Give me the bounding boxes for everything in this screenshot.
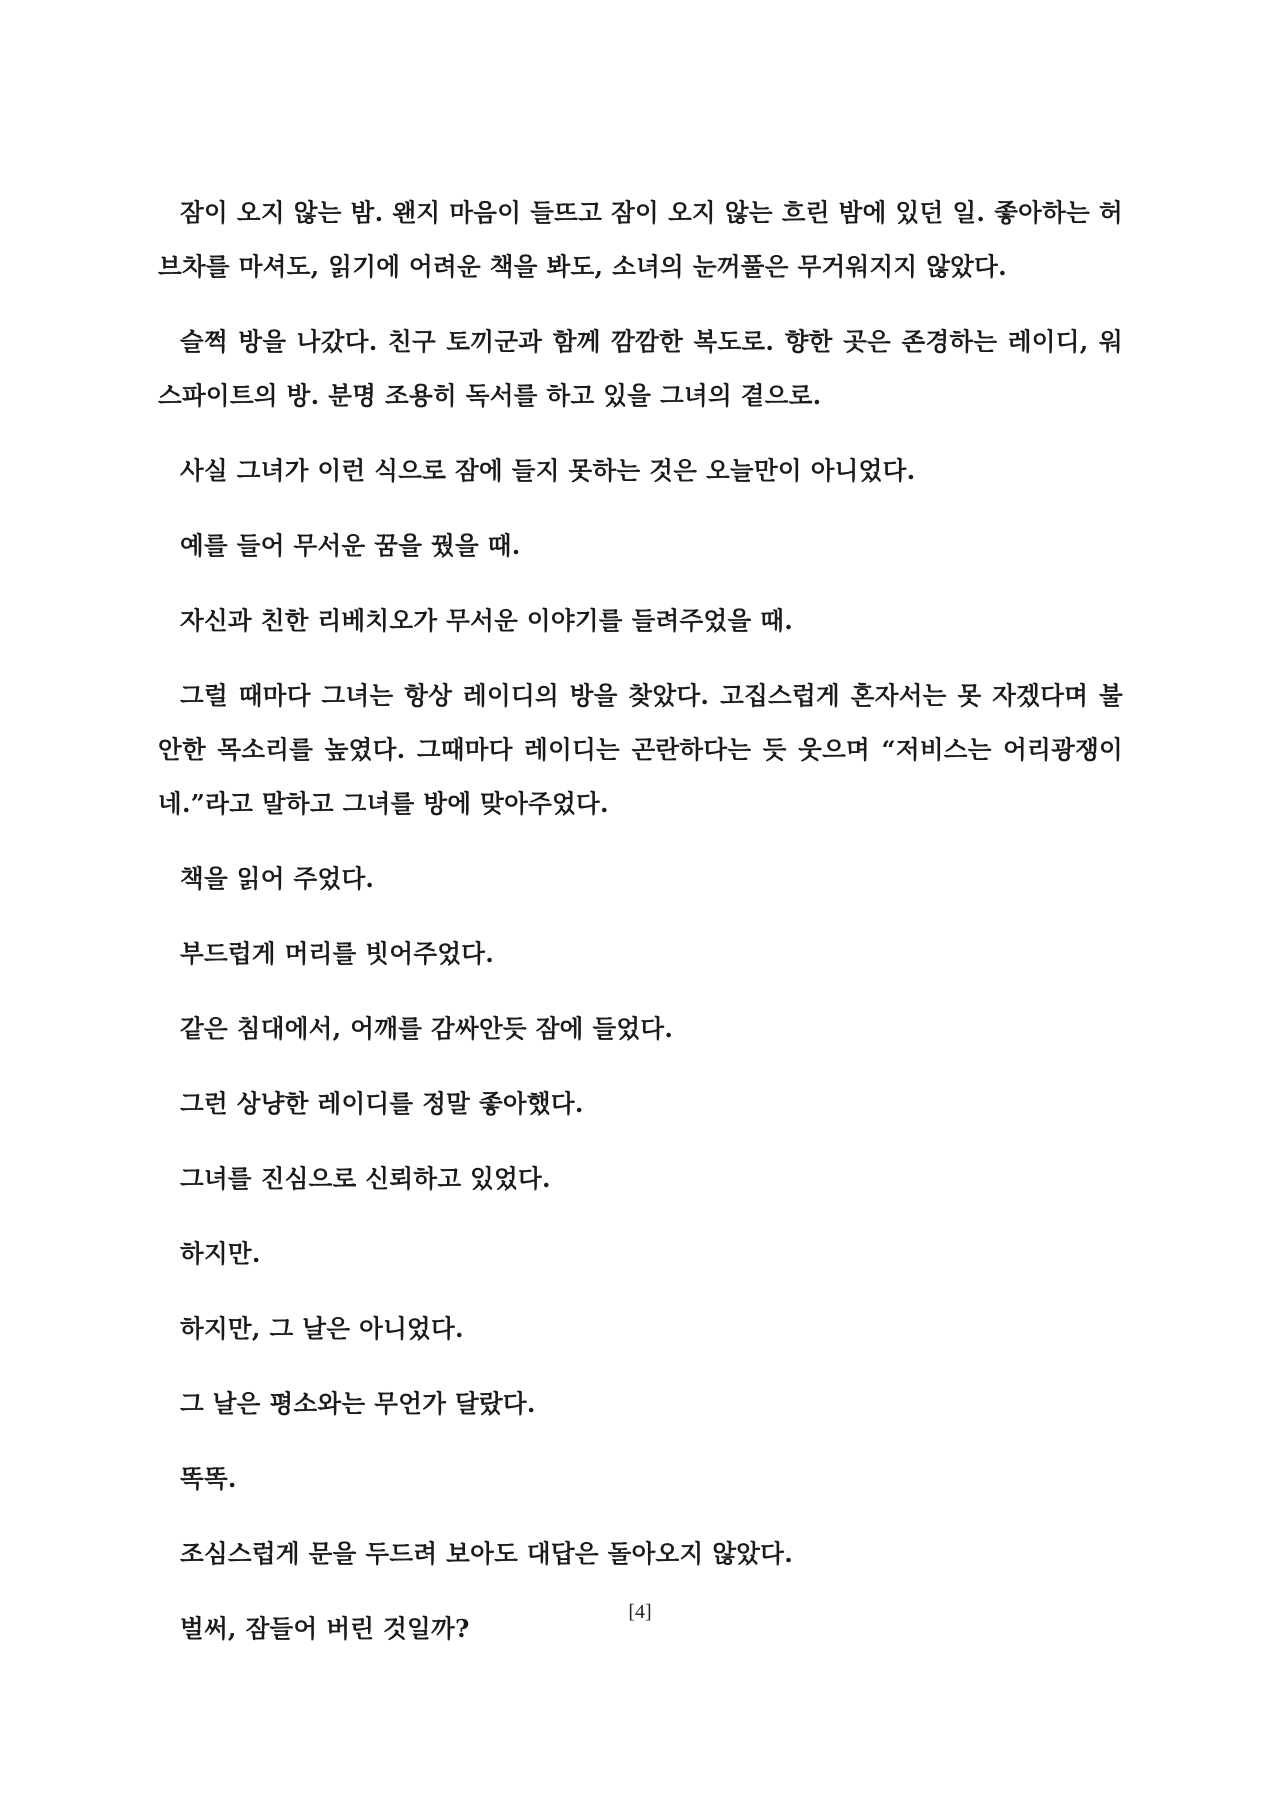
body-text [158,186,1123,1677]
paragraph: 그럴 때마다 그녀는 항상 레이디의 방을 찾았다. 고집스럽게 혼자서는 못 자겠다며 불안한 목소리를 높였다. 그때마다 레이디는 곤란하다는 듯 웃으며 “저비스는 어리광쟁이네.”라고 말하고 그녀를 방에 맞아주었다. [158,681,1123,818]
paragraph: 벌써, 잠들어 버린 것일까? [180,1614,470,1643]
paragraph: 그 날은 평소와는 무언가 달랐다. [180,1389,536,1418]
paragraph: 예를 들어 무서운 꿈을 꿨을 때. [180,531,521,560]
paragraph: 슬쩍 방을 나갔다. 친구 토끼군과 함께 깜깜한 복도로. 향한 곳은 존경하는 레이디, 워스파이트의 방. 분명 조용히 독서를 하고 있을 그녀의 곁으로. [158,327,1123,410]
paragraph: 하지만, 그 날은 아니었다. [180,1314,464,1343]
paragraph: 그런 상냥한 레이디를 정말 좋아했다. [180,1089,584,1118]
paragraph: 하지만. [180,1239,261,1268]
paragraph: 책을 읽어 주었다. [180,864,375,893]
page-number: [4] [628,1601,652,1623]
paragraph: 잠이 오지 않는 밤. 왠지 마음이 들뜨고 잠이 오지 않는 흐린 밤에 있던 일. 좋아하는 허브차를 마셔도, 읽기에 어려운 책을 봐도, 소녀의 눈꺼풀은 무거워지지 않았다. [158,198,1123,281]
paragraph: 똑똑. [180,1464,237,1493]
paragraph: 조심스럽게 문을 두드려 보아도 대답은 돌아오지 않았다. [180,1539,794,1568]
paragraph: 그녀를 진심으로 신뢰하고 있었다. [180,1164,551,1193]
paragraph: 같은 침대에서, 어깨를 감싸안듯 잠에 들었다. [180,1014,674,1043]
paragraph: 자신과 친한 리베치오가 무서운 이야기를 들려주었을 때. [180,606,794,635]
paragraph: 사실 그녀가 이런 식으로 잠에 들지 못하는 것은 오늘만이 아니었다. [180,456,916,485]
paragraph: 부드럽게 머리를 빗어주었다. [180,939,495,968]
